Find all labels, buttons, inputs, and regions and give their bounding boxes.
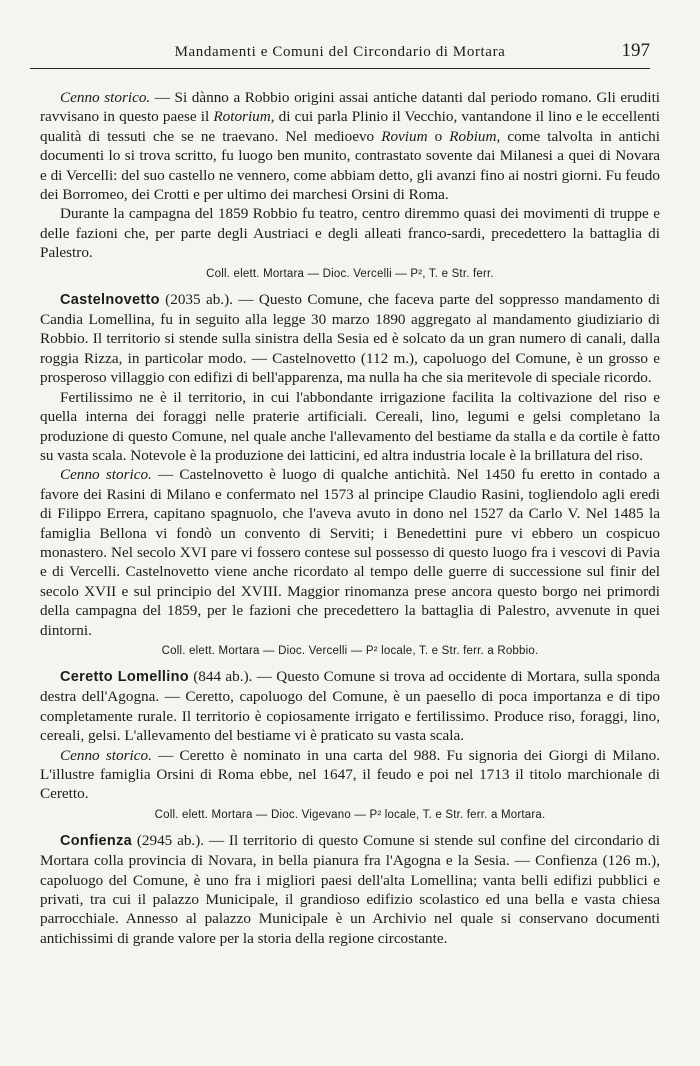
robbio-storia-label: Cenno storico. — [60, 89, 151, 106]
page-body — [40, 88, 660, 948]
robbio-storia-text-3: o — [427, 127, 450, 145]
castelnovetto-intro-text: (2035 ab.). — Questo Comune, che faceva parte del soppresso mandamento di Candia Lomellina, fu in seguito alla legge 30 marzo 1890 aggregato al mandamento giudiziario di Robbio. Il territorio si stende sulla sinistra della Sesia ed è solcato da un gran numero di canali, dalla roggia Rizza, in particolar modo. — Castelnovetto (112 m.), capoluogo del Comune, è un grosso e prosperoso villaggio con edifizi di bell'apparenza, ma nulla ha che sia meritevole di speciale ricordo. — [40, 290, 660, 387]
castelnovetto-storia-text: — Castelnovetto è luogo di qualche antichità. Nel 1450 fu eretto in contado a favore dei Rasini di Milano e confermato nel 1573 al principe Claudio Rasini, togliendolo agli eredi di Filippo Errera, capitano spagnuolo, che l'aveva avuto in dono nel 1527 da Carlo V. Nel 1485 la famiglia Bellona vi fondò un convento di Serviti; i Benedettini pure vi ebbero un cospicuo monastero. Nel secolo XVI pare vi fossero contese sul possesso di questo luogo fra i vescovi di Pavia e di Vercelli. Castelnovetto viene anche ricordato al tempo delle guerre di successione sul finir del secolo XVII e sul principio del XVIII. Maggior rinomanza prese ancora questo borgo nei primordi della campagna del 1859, per le fazioni che precedettero la battaglia di Palestro, avvenute in quei dintorni. — [40, 466, 660, 639]
ceretto-storia-paragraph — [40, 746, 660, 804]
running-header — [30, 38, 650, 64]
ceretto-admin-note: Coll. elett. Mortara — Dioc. Vigevano — P² locale, T. e Str. ferr. a Mortara. — [154, 808, 546, 821]
robbio-robium: Robium — [449, 127, 497, 145]
ceretto-storia-label: Cenno storico. — [60, 746, 152, 764]
page-number: 197 — [621, 40, 650, 61]
castelnovetto-territory-paragraph: Fertilissimo ne è il territorio, in cui l'abbondante irrigazione facilita la coltivazione del riso e quella interna dei foraggi nelle praterie artificiali. Cereali, lino, legumi e gelsi completano la produzione di questo Comune, nel quale anche l'allevamento del bestiame da stalla e da cortile è fatto su vasta scala. Notevole è la produzione dei latticini, ed altra industria locale è la brillatura del riso. — [40, 388, 660, 464]
robbio-storia-text-2: , di cui parla Plinio il Vecchio, vantandone il lino e le eccellenti qualità di tessuti che se ne traevano. Nel medioevo — [40, 108, 660, 145]
robbio-storia-text-4: , come talvolta in antichi documenti lo si trova scritto, fu luogo ben munito, contrastato sovente dai Milanesi a quei di Novara e di Vercelli: del suo castello ne vennero, come abbiam detto, gli avanzi fino ai nostri giorni. Fu feudo dei Borromeo, dei Crotti e per ultimo dei marchesi Orsini di Roma. — [40, 127, 660, 204]
ceretto-intro-paragraph — [40, 667, 660, 746]
robbio-rotorium: Rotorium — [213, 108, 271, 126]
confienza-heading: Confienza — [60, 832, 132, 849]
ceretto-storia-text: — Ceretto è nominato in una carta del 988. Fu signoria dei Giorgi di Milano. L'illustre famiglia Orsini di Roma ebbe, nel 1647, il feudo e poi nel 1713 il titolo marchionale di Ceretto. — [40, 746, 661, 803]
castelnovetto-storia-label: Cenno storico. — [60, 466, 152, 484]
castelnovetto-heading: Castelnovetto — [60, 291, 160, 308]
header-rule — [30, 68, 650, 69]
castelnovetto-admin-note: Coll. elett. Mortara — Dioc. Vercelli — P² locale, T. e Str. ferr. a Robbio. — [161, 644, 539, 657]
confienza-intro-paragraph — [40, 831, 660, 948]
robbio-admin-note: Coll. elett. Mortara — Dioc. Vercelli — P², T. e Str. ferr. — [206, 267, 494, 280]
castelnovetto-storia-paragraph — [40, 465, 660, 640]
castelnovetto-intro-paragraph — [40, 290, 660, 388]
robbio-storia-text-1: — Si dànno a Robbio origini assai antiche datanti dal periodo romano. Gli eruditi ravvisano in questo paese il — [40, 89, 661, 126]
header-title: Mandamenti e Comuni del Circondario di Mortara — [174, 44, 506, 60]
confienza-intro-text: (2945 ab.). — Il territorio di questo Comune si stende sul confine del circondario di Mortara colla provincia di Novara, in bella pianura fra l'Agogna e la Sesia. — Confienza (126 m.), capoluogo del Comune, è uno fra i migliori paesi dell'alta Lomellina; vanta belli edifizi pubblici e privati, tra cui il palazzo Municipale, il grandioso edifizio scolastico ed una bella e vasta chiesa parrocchiale. Annesso al palazzo Municipale è un Archivio nel quale si conservano documenti antichissimi di grande valore per la storia della regione circostante. — [40, 831, 660, 947]
robbio-storia-paragraph — [40, 88, 660, 204]
robbio-rovium: Rovium — [381, 127, 428, 145]
robbio-campaign-paragraph: Durante la campagna del 1859 Robbio fu teatro, centro diremmo quasi dei movimenti di truppe e delle fazioni che, per parte degli Austriaci e degli alleati franco-sardi, precedettero la battaglia di Palestro. — [40, 205, 660, 262]
ceretto-intro-text: (844 ab.). — Questo Comune si trova ad occidente di Mortara, sulla sponda destra dell'Agogna. — Ceretto, capoluogo del Comune, è un paesello di poca importanza e di tipo completamente rurale. Il territorio è copiosamente irrigato e fertilissimo. Produce riso, foraggi, lino, cereali, gelsi. L'allevamento del bestiame vi è praticato su vasta scala. — [40, 667, 660, 745]
ceretto-heading: Ceretto Lomellino — [60, 668, 189, 685]
